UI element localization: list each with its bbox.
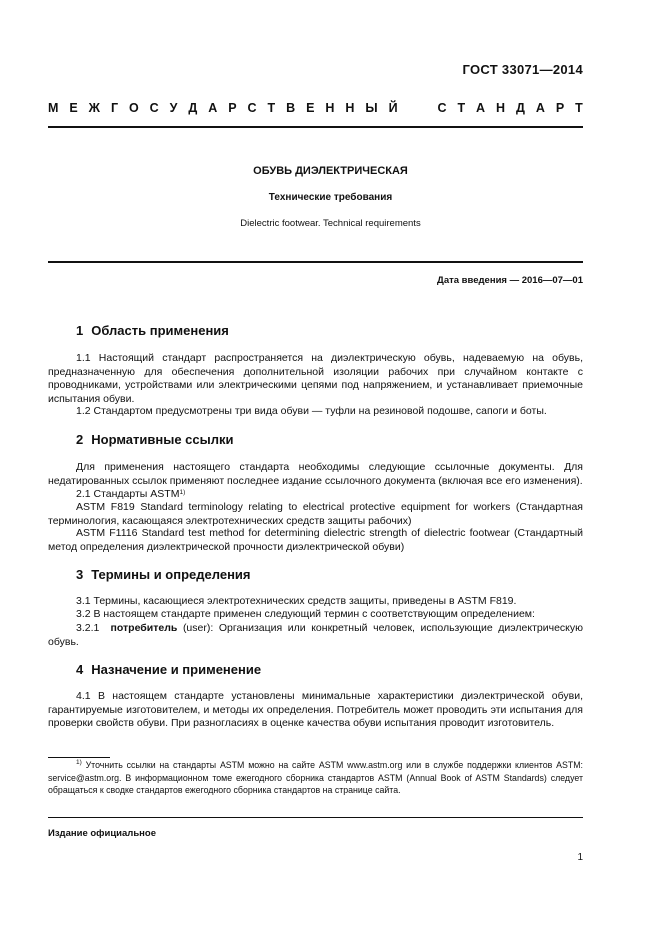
- banner-letter: Е: [69, 101, 78, 115]
- document-subtitle: Технические требования: [268, 192, 393, 203]
- paragraph: [48, 488, 583, 502]
- footnote-marker: 1): [76, 759, 82, 766]
- section-title: Область применения: [91, 323, 229, 338]
- section-heading: [76, 432, 233, 447]
- paragraph: 1.1 Настоящий стандарт распространяется на диэлектрическую обувь, надеваемую на обувь, предназначенную для обеспечения дополнительной изоляции рабочих при случайном контакте с проводниками, устройствами или электрическими цепями под напряжением, и устанавливает приемочные испытания обуви.: [48, 352, 583, 405]
- english-title: Dielectric footwear. Technical requirements: [240, 218, 421, 229]
- interstate-standard-banner: [48, 101, 583, 115]
- banner-letter: Н: [325, 101, 335, 115]
- term-text: Организация или конкретный человек, использующие диэлектрическую обувь.: [48, 622, 584, 648]
- banner-letter: Р: [228, 101, 237, 115]
- banner-letter: Е: [306, 101, 315, 115]
- section-heading: [76, 567, 251, 582]
- section-title: Назначение и применение: [91, 662, 262, 677]
- banner-letter: Т: [457, 101, 466, 115]
- paragraph: 3.1 Термины, касающиеся электротехнических средств защиты, приведены в ASTM F819.: [76, 595, 517, 607]
- paragraph: 3.2 В настоящем стандарте применен следующий термин с соответствующим определением:: [76, 608, 535, 620]
- banner-letter: Ж: [88, 101, 100, 115]
- edition-label: Издание официальное: [48, 828, 156, 839]
- banner-letter: М: [48, 101, 59, 115]
- banner-letter: Т: [267, 101, 276, 115]
- banner-letter: Н: [345, 101, 355, 115]
- paragraph: Для применения настоящего стандарта необходимы следующие ссылочные документы. Для недатированных ссылок применяют последнее издание ссылочного документа (включая все его изменения).: [48, 461, 583, 487]
- banner-letter: С: [437, 101, 447, 115]
- footnote-rule: [48, 757, 110, 758]
- footnote: [48, 759, 583, 797]
- banner-letter: Д: [516, 101, 525, 115]
- paragraph-text: 2.1 Стандарты ASTM: [76, 488, 180, 500]
- banner-letter: С: [247, 101, 257, 115]
- paragraph: ASTM F1116 Standard test method for determining dielectric strength of dielectric footwear (Стандартный метод определения диэлектрической прочности диэлектрической обуви): [48, 527, 583, 553]
- banner-letter: Й: [388, 101, 398, 115]
- standard-number: ГОСТ 33071—2014: [462, 62, 583, 77]
- term-name: потребитель: [110, 622, 178, 634]
- banner-letter: А: [476, 101, 486, 115]
- footnote-marker: 1): [179, 489, 186, 496]
- section-heading: [76, 662, 261, 677]
- banner-letter: Г: [110, 101, 119, 115]
- banner-letter: У: [169, 101, 178, 115]
- banner-letter: Т: [575, 101, 583, 115]
- header-rule: [48, 126, 583, 128]
- banner-letter: С: [149, 101, 159, 115]
- section-number: 2: [76, 432, 84, 447]
- footnote-text: Уточнить ссылки на стандарты ASTM можно на сайте ASTM www.astm.org или в службе поддержки клиентов ASTM: service@astm.org. В информационном томе ежегодного сборника стандартов ASTM (Annual Book of ASTM Standards) следует обращаться к сводке стандартов ежегодного сборника стандартов на странице сайта.: [48, 760, 583, 796]
- effective-date: Дата введения — 2016—07—01: [437, 275, 583, 286]
- document-title: ОБУВЬ ДИЭЛЕКТРИЧЕСКАЯ: [253, 165, 408, 177]
- banner-letter: Р: [555, 101, 565, 115]
- banner-letter: Н: [496, 101, 506, 115]
- paragraph: ASTM F819 Standard terminology relating to electrical protective equipment for workers (Стандартная терминология, касающаяся электротехнических средств защиты рабочих): [48, 501, 583, 527]
- page-number: 1: [577, 852, 583, 863]
- title-rule: [48, 261, 583, 263]
- term-number: 3.2.1: [76, 622, 100, 634]
- banner-letter: Д: [188, 101, 198, 115]
- section-heading: [76, 323, 229, 338]
- banner-letter: А: [208, 101, 218, 115]
- section-number: 1: [76, 323, 84, 338]
- banner-letter: О: [128, 101, 139, 115]
- section-number: 4: [76, 662, 84, 677]
- paragraph: 4.1 В настоящем стандарте установлены минимальные характеристики диэлектрической обуви, гарантируемые изготовителем, и методы их определения. Потребитель может проводить эти испытания для проверки свойств обуви. При разногласиях в оценке качества обуви испытания проводит изготовитель.: [48, 690, 583, 730]
- section-number: 3: [76, 567, 84, 582]
- banner-letter: Ы: [365, 101, 378, 115]
- section-title: Термины и определения: [91, 567, 251, 582]
- banner-gap: [409, 101, 427, 115]
- paragraph: 1.2 Стандартом предусмотрены три вида обуви — туфли на резиновой подошве, сапоги и боты.: [76, 405, 547, 417]
- banner-letter: А: [535, 101, 545, 115]
- section-title: Нормативные ссылки: [91, 432, 234, 447]
- term-english: (user):: [182, 622, 214, 634]
- term-definition: [48, 622, 583, 649]
- footer-rule: [48, 817, 583, 818]
- banner-letter: В: [286, 101, 296, 115]
